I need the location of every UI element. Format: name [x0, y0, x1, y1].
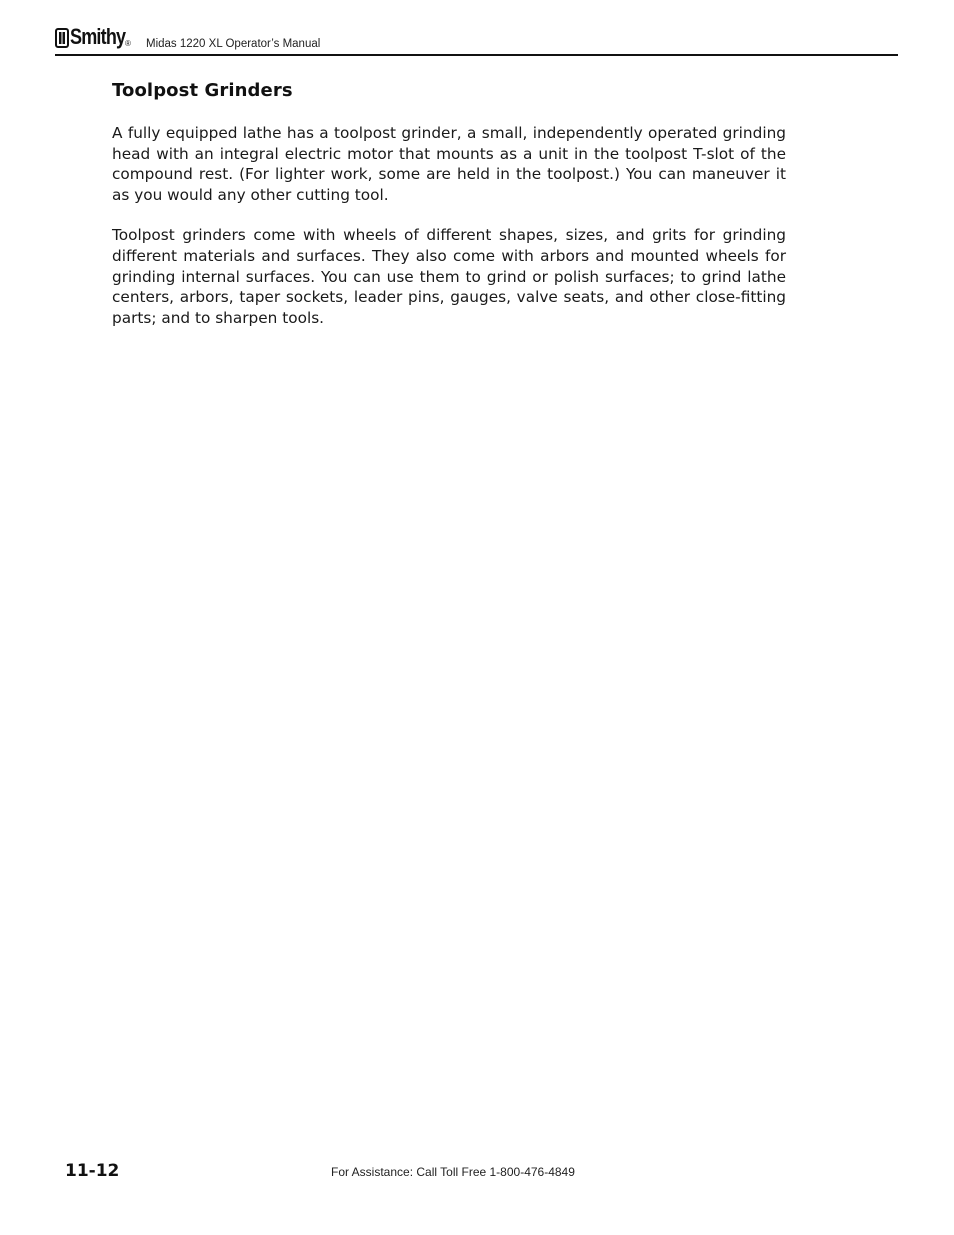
paragraph: Toolpost grinders come with wheels of different shapes, sizes, and grits for grinding different materials and surfaces. They also come with arbors and mounted wheels for grinding internal surfaces. You can use them to grind or polish surfaces; to grind lathe centers, arbors, taper sockets, leader pins, gauges, valve seats, and other close-fitting parts; and to sharpen tools. [112, 226, 786, 327]
logo-wordmark: Smithy [70, 24, 126, 49]
paragraph: A fully equipped lathe has a toolpost grinder, a small, independently operated grinding head with an integral electric motor that mounts as a unit in the toolpost T-slot of the compound rest. (For lighter work, some are held in the toolpost.) You can maneuver it as you would any other cutting tool. [112, 124, 786, 204]
main-content [112, 80, 786, 348]
footer-assistance: For Assistance: Call Toll Free 1-800-476-4849 [331, 1165, 575, 1179]
page-number: 11-12 [65, 1161, 120, 1181]
header-rule [55, 54, 898, 56]
page-header [55, 26, 898, 56]
document-title: Midas 1220 XL Operator’s Manual [146, 38, 321, 50]
smithy-logo-icon [55, 28, 69, 48]
registered-mark: ® [125, 39, 131, 48]
section-heading: Toolpost Grinders [112, 80, 293, 101]
